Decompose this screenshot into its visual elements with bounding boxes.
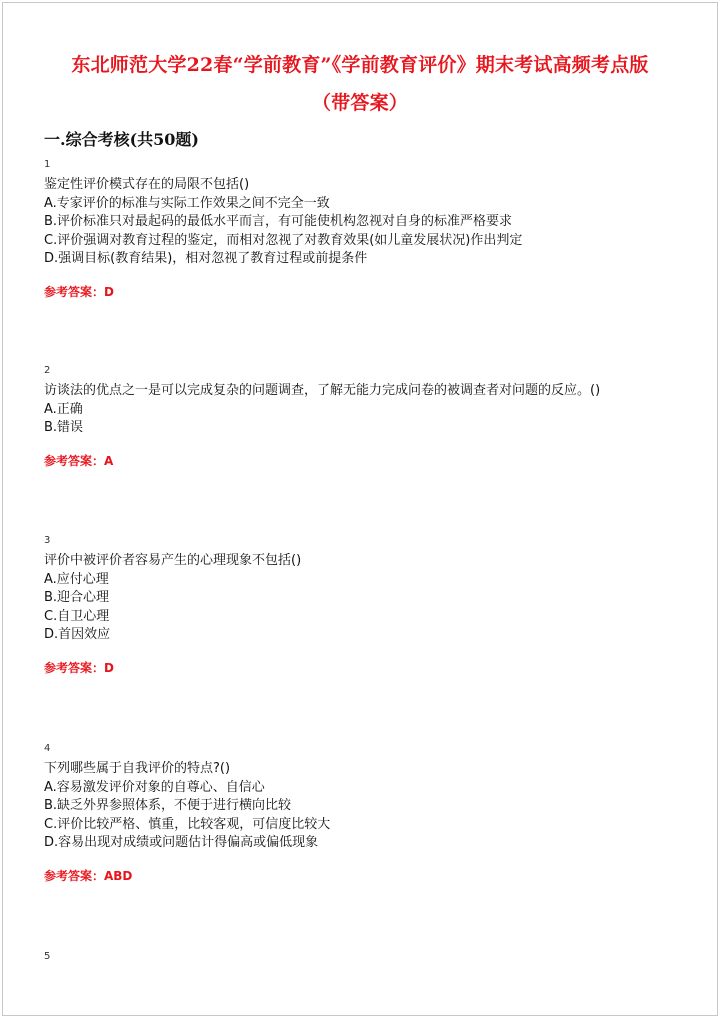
question-stem: 鉴定性评价模式存在的局限不包括() [44, 177, 250, 192]
question-number: 2 [44, 365, 51, 376]
option-a: A.应付心理 [44, 571, 109, 587]
option-d: D.容易出现对成绩或问题估计得偏高或偏低现象 [44, 835, 319, 850]
reference-answer: 参考答案：A [44, 453, 114, 468]
option-b: B.迎合心理 [44, 590, 110, 605]
option-a: A.正确 [44, 401, 83, 417]
question-number: 3 [44, 535, 51, 546]
question-stem: 下列哪些属于自我评价的特点?() [44, 761, 231, 776]
option-a: A.专家评价的标准与实际工作效果之间不完全一致 [44, 195, 330, 211]
section-heading: 一.综合考核(共50题) [44, 130, 199, 149]
reference-answer: 参考答案：ABD [44, 868, 133, 883]
question-number: 1 [44, 159, 51, 170]
question-4 [44, 742, 684, 884]
option-d: D.强调目标(教育结果)，相对忽视了教育过程或前提条件 [44, 251, 368, 266]
option-b: B.错误 [44, 420, 84, 435]
option-d: D.首因效应 [44, 627, 111, 642]
document-subtitle: （带答案） [311, 92, 408, 114]
question-stem: 评价中被评价者容易产生的心理现象不包括() [44, 553, 302, 568]
document-title: 东北师范大学22春“学前教育”《学前教育评价》期末考试高频考点版 [71, 54, 649, 76]
option-b: B.缺乏外界参照体系，不便于进行横向比较 [44, 798, 292, 813]
option-c: C.评价比较严格、慎重，比较客观，可信度比较大 [44, 816, 331, 832]
option-a: A.容易激发评价对象的自尊心、自信心 [44, 779, 265, 795]
option-b: B.评价标准只对最起码的最低水平而言，有可能使机构忽视对自身的标准严格要求 [44, 214, 513, 229]
question-number: 4 [44, 743, 51, 754]
option-c: C.评价强调对教育过程的鉴定，而相对忽视了对教育效果(如儿童发展状况)作出判定 [44, 232, 523, 248]
question-2 [44, 364, 684, 469]
question-number: 5 [44, 951, 51, 962]
reference-answer: 参考答案：D [44, 284, 114, 299]
question-1 [44, 158, 684, 300]
question-stem: 访谈法的优点之一是可以完成复杂的问题调查，了解无能力完成问卷的被调查者对问题的反应。() [44, 383, 601, 398]
reference-answer: 参考答案：D [44, 660, 114, 675]
option-c: C.自卫心理 [44, 608, 110, 624]
question-5 [44, 950, 684, 964]
question-3 [44, 534, 684, 676]
